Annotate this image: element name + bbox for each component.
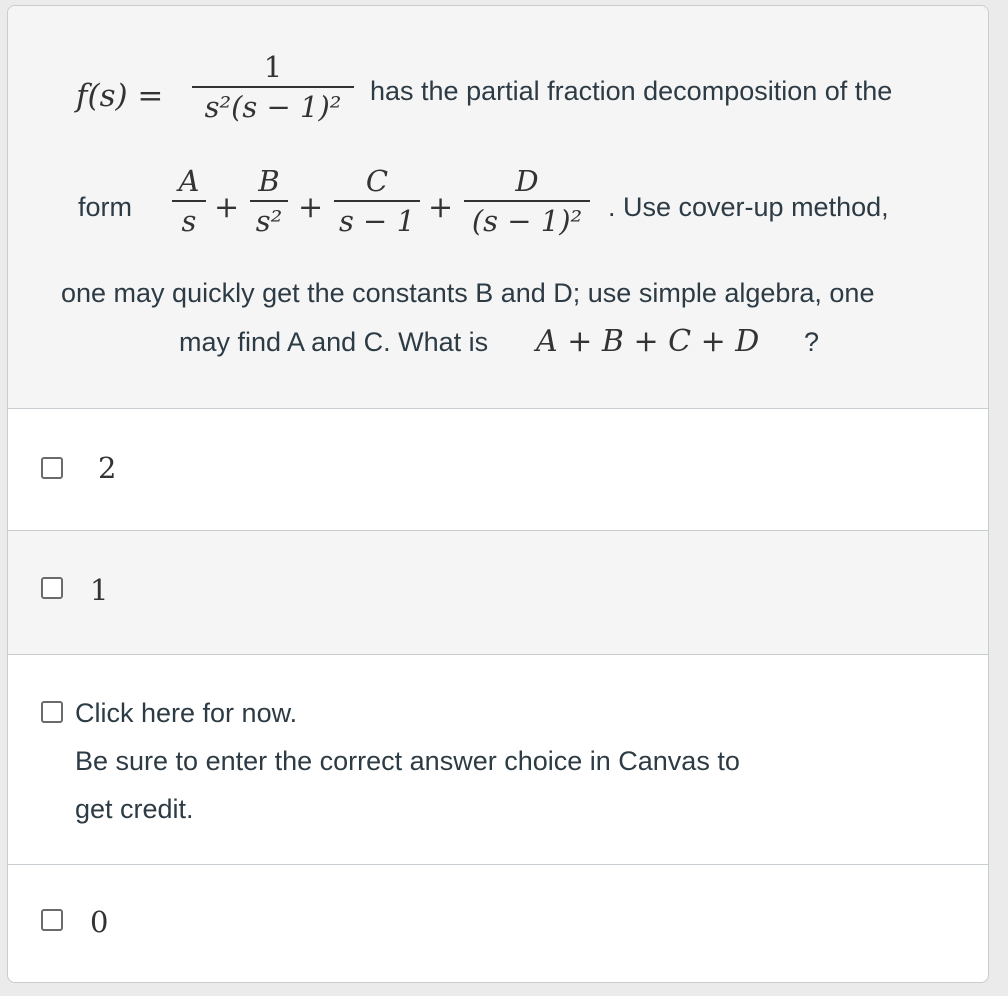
question-text-line4: may find A and C. What is [179,327,489,357]
question-text-line1: has the partial fraction decomposition of the [370,76,893,106]
quiz-question-card [7,5,989,983]
fs-label: f(s) = [76,78,164,114]
answer-option-3[interactable] [8,655,988,865]
question-text-line2: . Use cover-up method, [608,192,889,222]
question-text-line3: one may quickly get the constants B and D; use simple algebra, one [61,278,875,308]
question-text-form: form [78,192,132,222]
plus-sign: + [428,190,454,225]
answer-option-1[interactable] [8,409,988,531]
sum-expression: A + B + C + D [536,324,760,359]
answer-option-4[interactable] [8,865,988,983]
answer-text-line1: Click here for now. [75,698,298,728]
answer-checkbox[interactable] [41,909,63,931]
fs-numerator: 1 [263,50,283,84]
answer-text-line3: get credit. [75,794,194,824]
fs-fraction [192,50,354,124]
fraction-bar [192,86,354,88]
answer-value: 1 [90,573,109,607]
answer-option-2[interactable] [8,531,988,655]
term-c: C s − 1 [334,164,420,238]
term-b: B s² [250,164,288,238]
answer-value: 0 [90,905,109,939]
answer-checkbox[interactable] [41,577,63,599]
answer-checkbox[interactable] [41,701,63,723]
question-text [8,6,988,409]
answer-text-line2: Be sure to enter the correct answer choice in Canvas to [75,746,740,776]
fs-denominator: s²(s − 1)² [204,89,342,124]
term-a: A s [172,164,206,238]
plus-sign: + [214,190,240,225]
answer-checkbox[interactable] [41,457,63,479]
answer-value: 2 [98,451,117,485]
term-d: D (s − 1)² [464,164,590,238]
question-mark: ? [804,327,820,357]
plus-sign: + [298,190,324,225]
